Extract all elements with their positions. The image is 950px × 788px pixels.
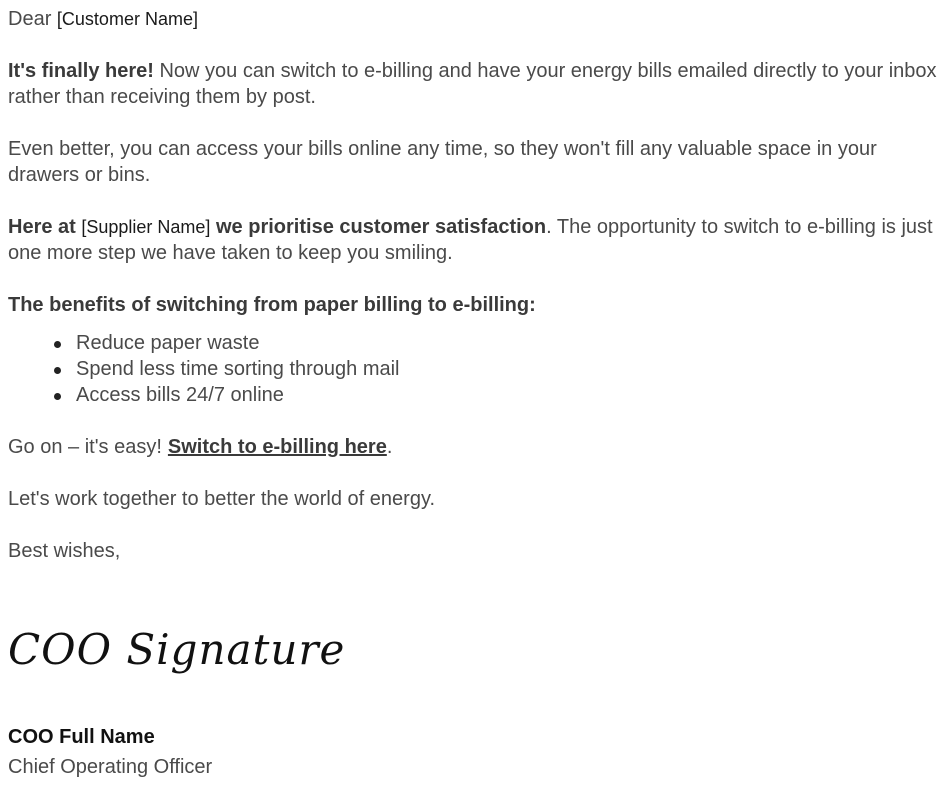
cta-paragraph	[8, 434, 948, 460]
letter-body	[8, 6, 948, 590]
list-item: Reduce paper waste	[76, 330, 948, 356]
intro-paragraph	[8, 58, 948, 110]
satisfaction-bold-prefix: Here at	[8, 216, 76, 238]
access-paragraph	[8, 136, 948, 188]
signatory-title: Chief Operating Officer	[8, 756, 213, 778]
coo-signature: COO Signature	[8, 625, 346, 674]
satisfaction-bold-suffix: we prioritise customer satisfaction	[216, 216, 547, 238]
benefits-list	[8, 330, 948, 408]
supplier-name-placeholder: [Supplier Name]	[81, 217, 211, 237]
sign-off: Best wishes,	[8, 540, 121, 562]
intro-bold: It's finally here!	[8, 60, 154, 82]
greeting-line	[8, 6, 948, 32]
customer-name-placeholder: [Customer Name]	[56, 9, 198, 29]
benefits-title: The benefits of switching from paper billing to e-billing:	[8, 294, 536, 316]
satisfaction-text: . The opportunity to switch to e-billing is just one more step we have taken to keep you smiling.	[8, 216, 933, 264]
list-item: Spend less time sorting through mail	[76, 356, 948, 382]
together-paragraph: Let's work together to better the world of energy.	[8, 488, 436, 510]
switch-to-ebilling-link[interactable]: Switch to e-billing here	[167, 436, 387, 458]
greeting-dear: Dear	[8, 8, 52, 30]
cta-suffix: .	[386, 436, 393, 458]
intro-text: Now you can switch to e-billing and have your energy bills emailed directly to your inbox rather than receiving them by post.	[8, 60, 937, 108]
signatory-name: COO Full Name	[8, 726, 155, 748]
cta-prefix: Go on – it's easy!	[8, 436, 162, 458]
satisfaction-paragraph	[8, 214, 948, 266]
access-text: Even better, you can access your bills online any time, so they won't fill any valuable space in your drawers or bins.	[8, 138, 877, 186]
list-item: Access bills 24/7 online	[76, 382, 948, 408]
